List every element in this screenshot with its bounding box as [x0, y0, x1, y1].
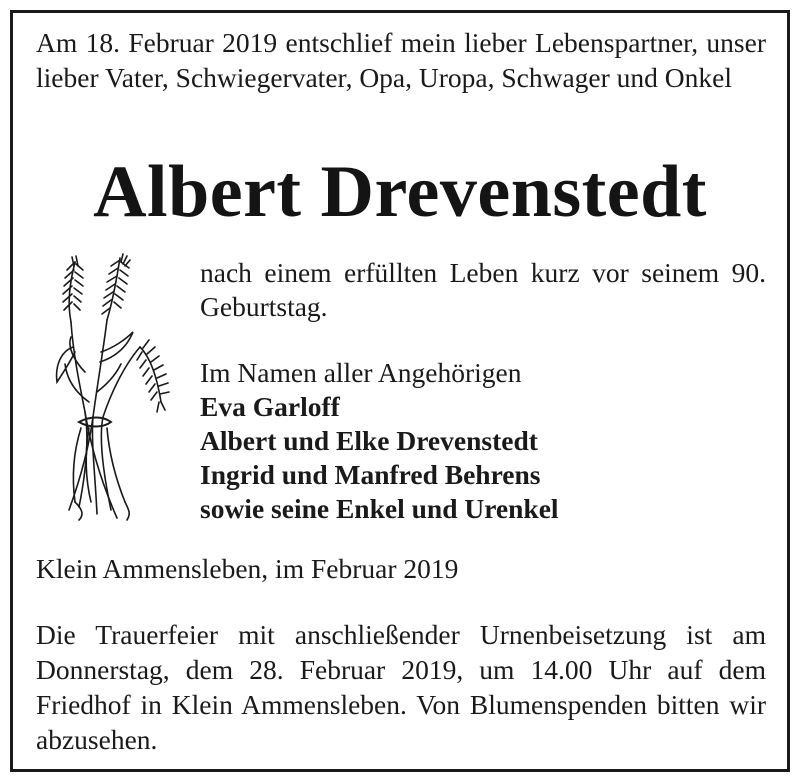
deceased-name: Albert Drevenstedt [93, 151, 707, 233]
life-text: nach einem erfüllten Leben kurz vor seinem 90. Geburtstag. [200, 257, 766, 322]
signature-block [200, 356, 766, 526]
intro-text: Am 18. Februar 2019 entschlief mein lieber Lebenspartner, unser lieber Vater, Schwiegervater, Opa, Uropa, Schwager und Onkel [36, 27, 766, 93]
mourner-name: Ingrid und Manfred Behrens [200, 459, 541, 490]
ceremony-text: Die Trauerfeier mit anschließender Urnenbeisetzung ist am Donnerstag, dem 28. Februar 2019, um 14.00 Uhr auf dem Friedhof in Klein Ammensleben. Von Blumenspenden bitten wir abzusehen. [36, 619, 766, 755]
mourner-name: Eva Garloff [200, 391, 340, 422]
place-date: Klein Ammensleben, im Februar 2019 [36, 553, 459, 584]
wheat-ears-icon [45, 252, 185, 527]
mourner-name: sowie seine Enkel und Urenkel [200, 493, 559, 524]
signature-intro: Im Namen aller Angehörigen [200, 357, 522, 388]
mourner-name: Albert und Elke Drevenstedt [200, 425, 538, 456]
